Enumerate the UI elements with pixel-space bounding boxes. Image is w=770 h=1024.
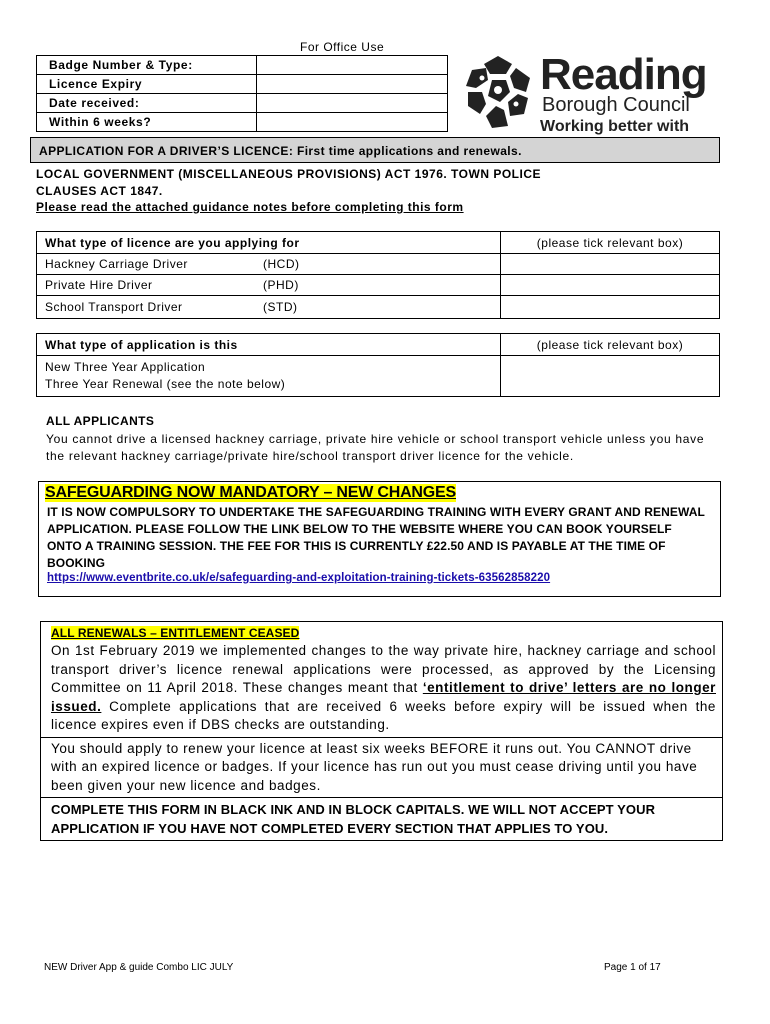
- council-emblem-icon: [460, 54, 536, 130]
- office-value-within[interactable]: [257, 113, 448, 132]
- option-school-transport-code: (STD): [263, 300, 298, 314]
- renewals-section-2: [41, 738, 722, 799]
- office-value-received[interactable]: [257, 94, 448, 113]
- licence-type-hint: (please tick relevant box): [501, 232, 720, 254]
- office-row-badge: [37, 56, 448, 75]
- office-use-table: [36, 55, 448, 132]
- application-options: [37, 356, 501, 397]
- licence-type-table: [36, 231, 720, 319]
- renewals-box: [40, 621, 723, 841]
- application-title-bar: APPLICATION FOR A DRIVER’S LICENCE: First time applications and renewals.: [30, 137, 720, 163]
- guidance-note: Please read the attached guidance notes before completing this form: [36, 200, 464, 214]
- office-label-badge: Badge Number & Type:: [37, 56, 257, 75]
- option-private-hire-tickbox[interactable]: [501, 275, 720, 296]
- all-applicants-heading: ALL APPLICANTS: [46, 414, 155, 428]
- logo-word: Reading: [540, 50, 707, 99]
- office-value-badge[interactable]: [257, 56, 448, 75]
- option-new-application: New Three Year Application: [45, 360, 206, 374]
- option-school-transport: [37, 296, 501, 319]
- office-label-received: Date received:: [37, 94, 257, 113]
- option-hackney-label: Hackney Carriage Driver: [45, 257, 188, 271]
- act-reference: LOCAL GOVERNMENT (MISCELLANEOUS PROVISIONS) ACT 1976. TOWN POLICE CLAUSES ACT 1847.: [36, 167, 541, 198]
- option-private-hire-code: (PHD): [263, 278, 299, 292]
- office-label-expiry: Licence Expiry: [37, 75, 257, 94]
- renewals-heading: ALL RENEWALS – ENTITLEMENT CEASED: [51, 626, 300, 640]
- option-hackney-tickbox[interactable]: [501, 254, 720, 275]
- option-hackney-code: (HCD): [263, 257, 300, 271]
- safeguarding-booking-link[interactable]: https://www.eventbrite.co.uk/e/safeguarding-and-exploitation-training-tickets-63562858220: [47, 572, 551, 584]
- safeguarding-heading: SAFEGUARDING NOW MANDATORY – NEW CHANGES: [45, 484, 456, 501]
- option-school-transport-tickbox[interactable]: [501, 296, 720, 319]
- safeguarding-text: IT IS NOW COMPULSORY TO UNDERTAKE THE SAFEGUARDING TRAINING WITH EVERY GRANT AND RENEWAL APPLICATION. PLEASE FOLLOW THE LINK BELOW TO THE WEBSITE WHERE YOU CAN BOOK YOURSELF ONTO A TRAINING SESSION. THE FEE FOR THIS IS CURRENTLY £22.50 AND IS PAYABLE AT THE TIME OF BOOKING: [47, 505, 705, 570]
- option-private-hire: [37, 275, 501, 296]
- option-hackney: [37, 254, 501, 275]
- office-row-expiry: [37, 75, 448, 94]
- all-applicants-text: You cannot drive a licensed hackney carriage, private hire vehicle or school transport vehicle unless you have the relevant hackney carriage/private hire/school transport driver licence for the vehicle.: [46, 432, 705, 463]
- licence-type-question: What type of licence are you applying for: [37, 232, 501, 254]
- renewals-p1-end: Complete applications that are received 6 weeks before expiry will be issued when the licence expires even if DBS checks are outstanding.: [51, 698, 716, 732]
- renewals-p1-emphasis: ‘entitlement to drive’ letters are no longer issued.: [51, 680, 716, 714]
- renewals-paragraph-3: COMPLETE THIS FORM IN BLACK INK AND IN BLOCK CAPITALS. WE WILL NOT ACCEPT YOUR APPLICATION IF YOU HAVE NOT COMPLETED EVERY SECTION THAT APPLIES TO YOU.: [51, 802, 656, 836]
- office-label-within: Within 6 weeks?: [37, 113, 257, 132]
- office-value-expiry[interactable]: [257, 75, 448, 94]
- footer-document-name: NEW Driver App & guide Combo LIC JULY: [44, 962, 234, 973]
- renewals-p1-start: On 1st February 2019 we implemented changes to the way private hire, hackney carriage and school transport driver’s licence renewal applications were processed, as approved by the Licensing Committee on 11 April 2018. These changes meant that: [51, 643, 716, 695]
- application-type-question: What type of application is this: [37, 334, 501, 356]
- office-row-within: [37, 113, 448, 132]
- application-type-table: [36, 333, 720, 397]
- office-use-title: For Office Use: [300, 40, 385, 54]
- renewals-section-1: [41, 622, 722, 738]
- logo-tagline: Working better with: [540, 118, 690, 135]
- reading-borough-council-logo: [460, 52, 720, 138]
- footer-page-number: Page 1 of 17: [604, 962, 661, 973]
- renewals-paragraph-1: [51, 642, 716, 735]
- renewals-paragraph-2: You should apply to renew your licence at least six weeks BEFORE it runs out. You CANNOT drive with an expired licence or badges. If your licence has run out you must cease driving until you have been given your new licence and badges.: [51, 740, 698, 793]
- option-school-transport-label: School Transport Driver: [45, 300, 183, 314]
- option-private-hire-label: Private Hire Driver: [45, 278, 153, 292]
- renewals-section-3: [41, 798, 722, 840]
- option-renewal: Three Year Renewal (see the note below): [45, 377, 286, 391]
- office-row-received: [37, 94, 448, 113]
- application-type-hint: (please tick relevant box): [501, 334, 720, 356]
- application-type-tickbox[interactable]: [501, 356, 720, 397]
- safeguarding-box: [38, 481, 721, 597]
- logo-subtitle: Borough Council: [542, 94, 690, 116]
